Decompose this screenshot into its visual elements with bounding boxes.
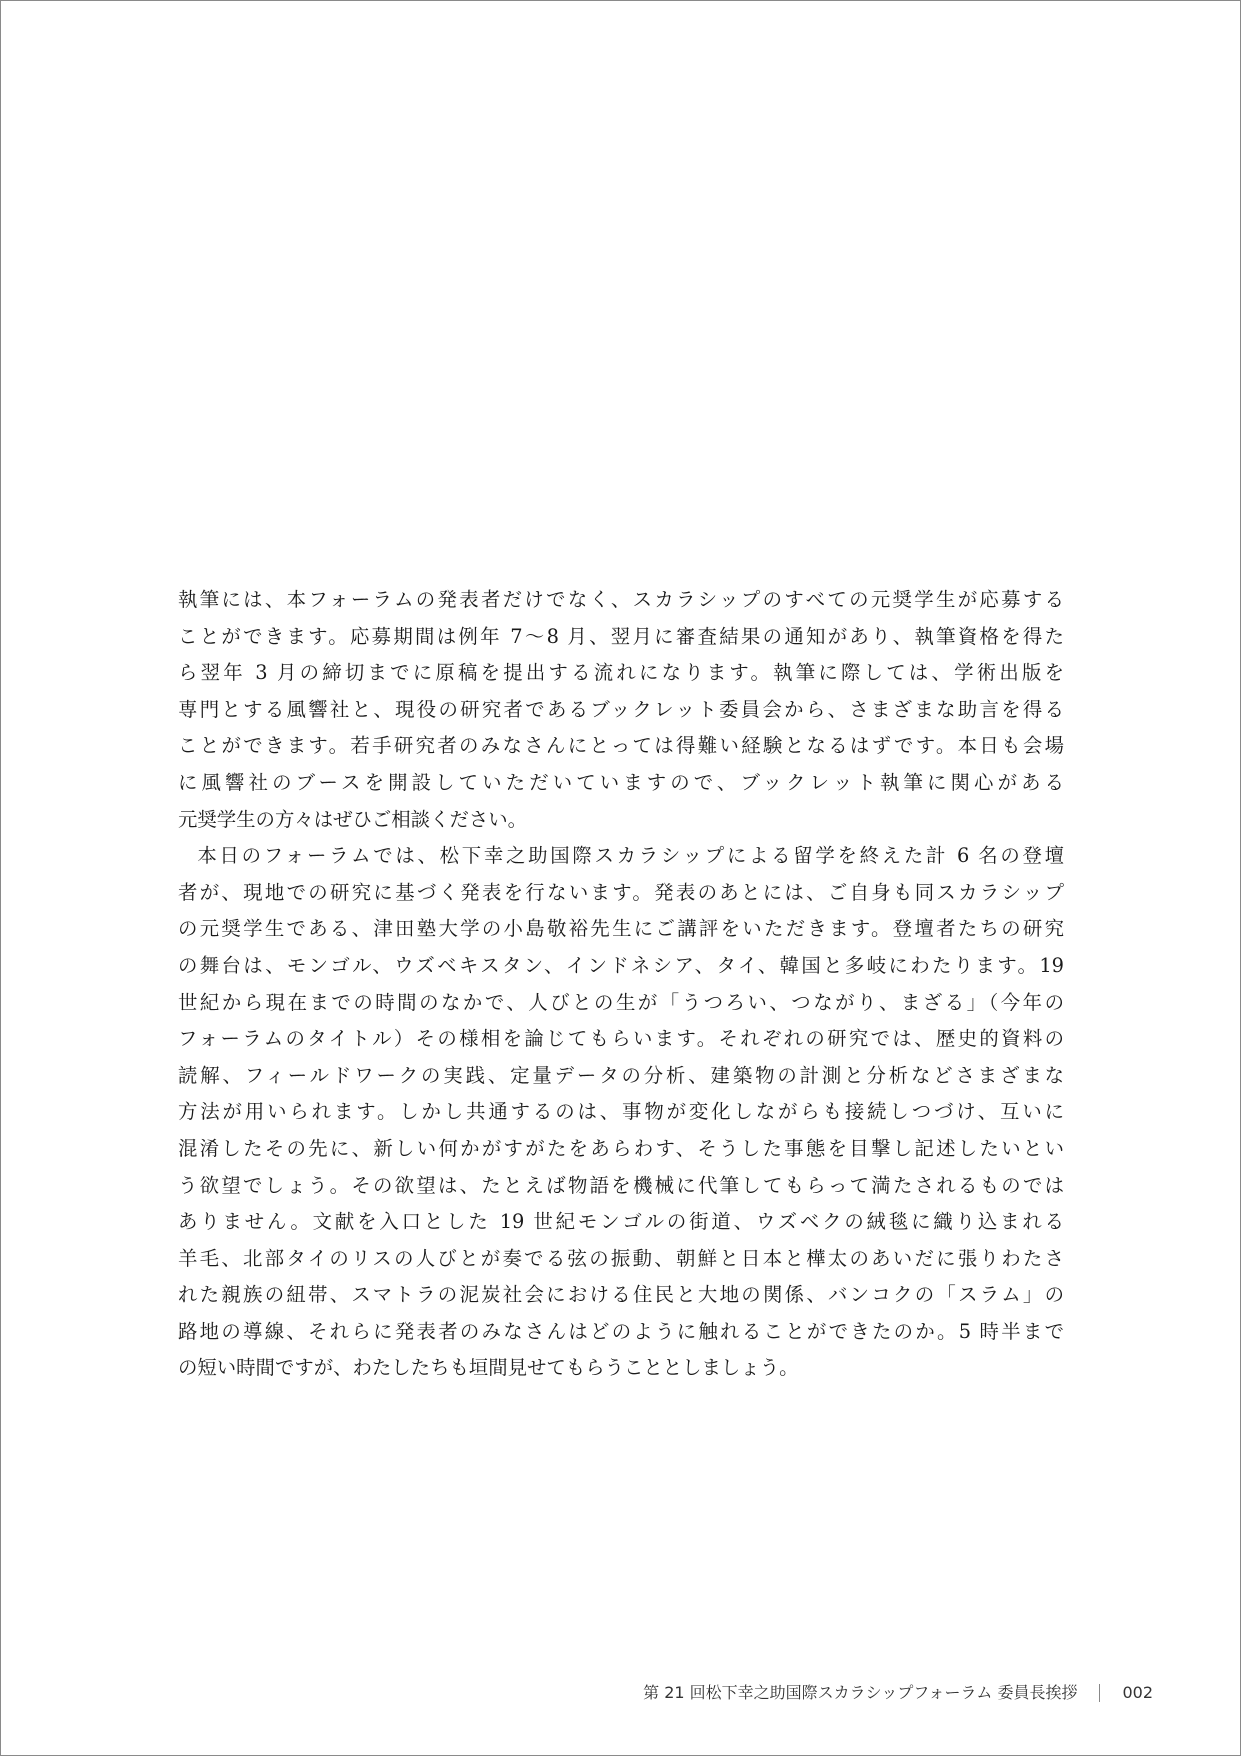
text-line: 路地の導線、それらに発表者のみなさんはどのように触れることができたのか。5 時半まで: [178, 1319, 1064, 1343]
text-line: 羊毛、北部タイのリスの人びとが奏でる弦の振動、朝鮮と日本と樺太のあいだに張りわたさ: [178, 1246, 1064, 1270]
text-line: う欲望でしょう。その欲望は、たとえば物語を機械に代筆してもらって満たされるものでは: [178, 1173, 1064, 1197]
footer-divider: [1099, 1684, 1100, 1702]
text-line: に風響社のブースを開設していただいていますので、ブックレット執筆に関心がある: [178, 770, 1064, 794]
page-number: 002: [1122, 1683, 1153, 1702]
text-line: れた親族の紐帯、スマトラの泥炭社会における住民と大地の関係、バンコクの「スラム」の: [178, 1283, 1064, 1307]
text-line: ことができます。応募期間は例年 7〜8 月、翌月に審査結果の通知があり、執筆資格を得た: [178, 624, 1064, 648]
text-line: 読解、フィールドワークの実践、定量データの分析、建築物の計測と分析などさまざまな: [178, 1063, 1064, 1087]
text-line: 本日のフォーラムでは、松下幸之助国際スカラシップによる留学を終えた計 6 名の登壇: [197, 844, 1064, 868]
footer-title: 第 21 回松下幸之助国際スカラシップフォーラム 委員長挨拶: [643, 1683, 1078, 1702]
text-line: の元奨学生である、津田塾大学の小島敬裕先生にご講評をいただきます。登壇者たちの研究: [178, 917, 1064, 941]
text-line: ら翌年 3 月の締切までに原稿を提出する流れになります。執筆に際しては、学術出版を: [178, 661, 1064, 685]
text-line: ありません。文献を入口とした 19 世紀モンゴルの街道、ウズベクの絨毯に織り込まれる: [178, 1210, 1064, 1234]
text-line: の短い時間ですが、わたしたちも垣間見せてもらうこととしましょう。: [178, 1356, 799, 1380]
body-text: [178, 582, 1064, 1387]
text-line: の舞台は、モンゴル、ウズベキスタン、インドネシア、タイ、韓国と多岐にわたります。19: [178, 953, 1064, 977]
text-line: 世紀から現在までの時間のなかで、人びとの生が「うつろい、つながり、まざる」（今年の: [178, 990, 1064, 1014]
text-line: ことができます。若手研究者のみなさんにとっては得難い経験となるはずです。本日も会場: [178, 734, 1064, 758]
text-line: フォーラムのタイトル）その様相を論じてもらいます。それぞれの研究では、歴史的資料の: [178, 1027, 1064, 1051]
text-line: 専門とする風響社と、現役の研究者であるブックレット委員会から、さまざまな助言を得る: [178, 697, 1064, 721]
text-line: 方法が用いられます。しかし共通するのは、事物が変化しながらも接続しつづけ、互いに: [178, 1100, 1064, 1124]
text-line: 混淆したその先に、新しい何かがすがたをあらわす、そうした事態を目撃し記述したいとい: [178, 1136, 1064, 1160]
text-line: 者が、現地での研究に基づく発表を行ないます。発表のあとには、ご自身も同スカラシップ: [178, 880, 1064, 904]
text-line: 元奨学生の方々はぜひご相談ください。: [178, 807, 528, 831]
page-footer: [643, 1678, 1153, 1708]
text-line: 執筆には、本フォーラムの発表者だけでなく、スカラシップのすべての元奨学生が応募する: [178, 588, 1064, 611]
